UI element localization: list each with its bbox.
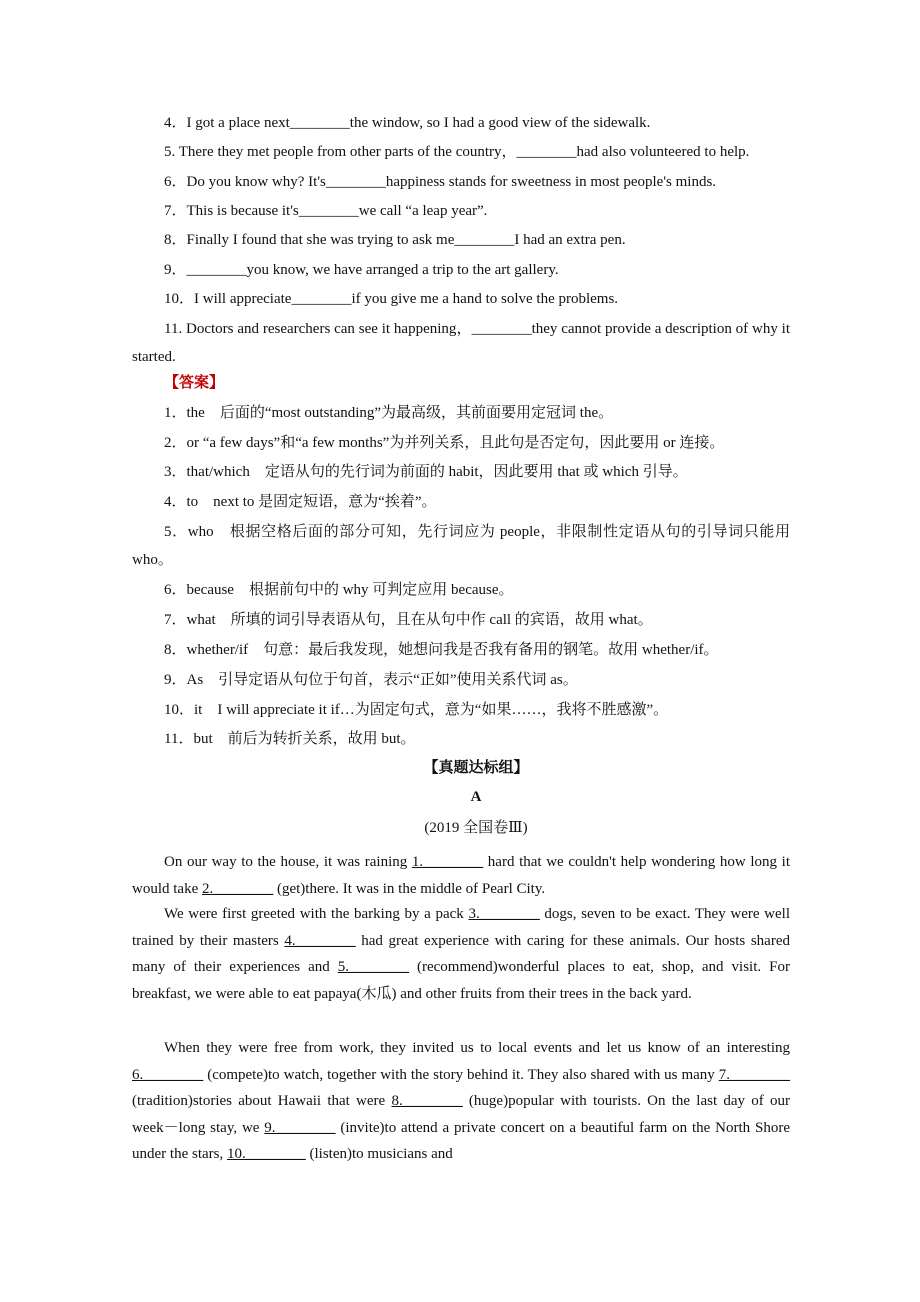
passage-text: (invite)to attend a private concert on a beautiful farm on the North Shore under the stars,: [132, 1119, 790, 1162]
answer-1: 1．the 后面的“most outstanding”为最高级，其前面要用定冠词 the。: [164, 405, 614, 421]
exercise-9: 9．________you know, we have arranged a trip to the art gallery.: [164, 262, 559, 278]
passage-text: dogs, seven to be exact. They were well trained by their masters: [132, 906, 790, 949]
passage-text: On our way to the house, it was raining: [164, 854, 412, 870]
exercise-4: 4．I got a place next________the window, so I had a good view of the sidewalk.: [164, 115, 651, 131]
exercise-10: 10．I will appreciate________if you give me a hand to solve the problems.: [164, 291, 619, 307]
passage-text: When they were free from work, they invited us to local events and let us know of an interesting: [164, 1040, 790, 1056]
answer-7: 7．what 所填的词引导表语从句，且在从句中作 call 的宾语，故用 what。: [164, 612, 653, 628]
answer-10: 10．it I will appreciate it if…为固定句式，意为“如果……，我将不胜感激”。: [164, 702, 669, 718]
answer-4: 4．to next to 是固定短语，意为“挨着”。: [164, 494, 437, 510]
blank-6[interactable]: 6.________: [132, 1066, 204, 1083]
exercise-8: 8．Finally I found that she was trying to ask me________I had an extra pen.: [164, 232, 626, 248]
passage-text: (compete)to watch, together with the story behind it. They also shared with us many: [203, 1066, 719, 1083]
blank-4[interactable]: 4.________: [284, 932, 356, 949]
blank-1[interactable]: 1.________: [411, 854, 484, 870]
answer-9: 9．As 引导定语从句位于句首，表示“正如”使用关系代词 as。: [164, 672, 578, 688]
blank-7[interactable]: 7.________: [718, 1066, 790, 1083]
exercise-5: 5. There they met people from other parts of the country，________had also volunteered to help.: [164, 144, 750, 160]
answer-11: 11．but 前后为转折关系，故用 but。: [164, 731, 416, 747]
answer-3: 3．that/which 定语从句的先行词为前面的 habit，因此要用 that 或 which 引导。: [164, 464, 688, 480]
exercise-6: 6．Do you know why? It's________happiness stands for sweetness in most people's minds.: [164, 174, 717, 190]
blank-9[interactable]: 9.________: [264, 1119, 336, 1136]
answer-6: 6．because 根据前句中的 why 可判定应用 because。: [164, 582, 514, 598]
source-label: (2019 全国卷Ⅲ): [424, 820, 528, 836]
passage-paragraph-3: [132, 1035, 790, 1168]
passage-text: hard that we couldn't help wondering how long it would take: [132, 854, 790, 897]
passage-paragraph-1: [132, 849, 790, 902]
passage-text: We were first greeted with the barking by a pack: [164, 906, 469, 922]
passage-text: (listen)to musicians and: [305, 1146, 453, 1162]
exercise-11: 11. Doctors and researchers can see it happening，________they cannot provide a description of why it started.: [132, 321, 790, 365]
blank-10[interactable]: 10.________: [226, 1146, 306, 1162]
passage-text: (recommend)wonderful places to eat, shop, and visit. For breakfast, we were able to eat papaya(木瓜) and other fruits from their trees in the back yard.: [132, 959, 790, 1002]
blank-2[interactable]: 2.________: [201, 880, 274, 897]
blank-3[interactable]: 3.________: [468, 906, 540, 922]
passage-text: (tradition)stories about Hawaii that were: [132, 1093, 392, 1109]
passage-text: (huge)popular with tourists. On the last day of our week－long stay, we: [132, 1093, 790, 1136]
passage-text: had great experience with caring for these animals. Our hosts shared many of their experiences and: [132, 932, 790, 975]
answer-heading: 【答案】: [164, 375, 225, 391]
blank-8[interactable]: 8.________: [391, 1093, 463, 1109]
blank-5[interactable]: 5.________: [337, 959, 409, 975]
part-label: A: [470, 789, 482, 805]
passage-paragraph-2: [132, 901, 790, 1007]
answer-5: 5．who 根据空格后面的部分可知，先行词应为 people，非限制性定语从句的引导词只能用 who。: [132, 524, 790, 568]
answer-8: 8．whether/if 句意：最后我发现，她想问我是否我有备用的钢笔。故用 whether/if。: [164, 642, 719, 658]
exercise-7: 7．This is because it's________we call “a leap year”.: [164, 203, 488, 219]
answer-2: 2．or “a few days”和“a few months”为并列关系，且此句是否定句，因此要用 or 连接。: [164, 435, 725, 451]
passage-text: (get)there. It was in the middle of Pearl City.: [273, 880, 546, 897]
section-title: 【真题达标组】: [423, 760, 529, 776]
